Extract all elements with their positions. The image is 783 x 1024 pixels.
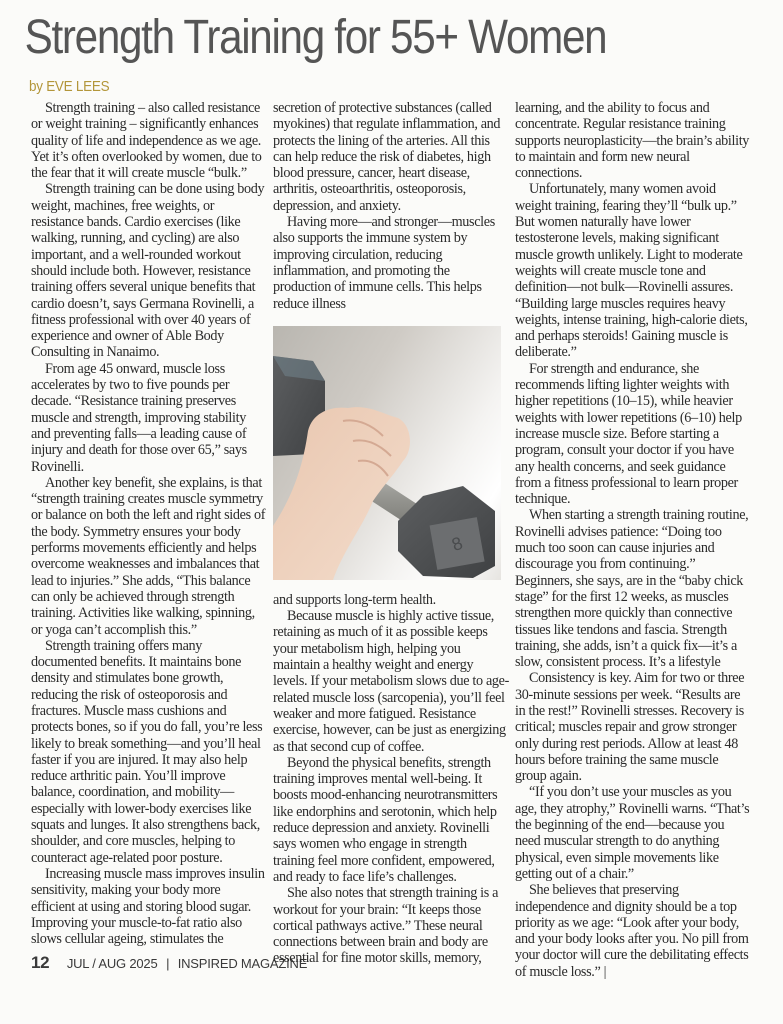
dumbbell-photo xyxy=(273,326,501,580)
paragraph: Strength training can be done using body weight, machines, free weights, or resistance bands. Cardio exercises (like walking, running, and cycling) are also important, and a well-rounded workout should include both. However, resistance training offers several unique benefits that cardio doesn’t, says Germana Rovinelli, a fitness professional with over 40 years of experience and owner of Able Body Consulting in Nanaimo. xyxy=(31,181,265,361)
paragraph: secretion of protective substances (called myokines) that regulate inflammation, and protects the lining of the arteries. All this can help reduce the risk of diabetes, high blood pressure, cancer, heart disease, arthritis, osteoarthritis, osteoporosis, depression, and anxiety. xyxy=(273,100,501,214)
footer-separator: | xyxy=(166,956,170,972)
paragraph: Strength training offers many documented benefits. It maintains bone density and stimulates bone growth, reducing the risk of osteoporosis and fractures. Muscle mass cushions and protects bones, so if you do fall, you’re less likely to break something—and you’ll heal faster if you are injured. It may also help reduce arthritic pain. You’ll improve balance, coordination, and mobility—especially with lower-body exercises like squats and lunges. It also strengthens back, shoulder, and core muscles, helping to counteract age-related poor posture. xyxy=(31,637,263,866)
column-1 xyxy=(31,100,308,974)
paragraph: When starting a strength training routine, Rovinelli advises patience: “Doing too much too soon can cause injuries and discourage you from continuing.” Beginners, she says, are in the “baby chick stage” for the first 12 weeks, as muscles strengthen more quickly than connective tissues like tendons and fascia. Strength training, she adds, isn’t a quick fix—it’s a slow, consistent process. It’s a lifestyle xyxy=(515,507,749,671)
paragraph: Having more—and stronger—muscles also supports the immune system by improving circulation, reducing inflammation, and promoting the production of immune cells. This helps reduce illness xyxy=(273,214,495,312)
paragraph: “If you don’t use your muscles as you age, they atrophy,” Rovinelli warns. “That’s the beginning of the end—because you need muscular strength to do anything physical, even simple movements like getting out of a chair.” xyxy=(515,784,750,882)
paragraph: From age 45 onward, muscle loss accelerates by two to five pounds per decade. “Resistance training preserves muscle and strength, improving stability and preventing falls—a leading cause of injury and death for those over 65,” says Rovinelli. xyxy=(31,360,247,475)
hand-holding-dumbbell-illustration xyxy=(273,326,501,580)
issue-date: JUL / AUG 2025 xyxy=(66,956,158,972)
paragraph: Because muscle is highly active tissue, retaining as much of it as possible keeps your metabolism high, helping you maintain a healthy weight and energy levels. If your metabolism slows due to age-related muscle loss (sarcopenia), you’ll feel weaker and more fatigued. Resistance exercise, however, can be just as energizing as that second cup of coffee. xyxy=(273,608,509,755)
article-body xyxy=(0,98,783,980)
paragraph: learning, and the ability to focus and concentrate. Regular resistance training supports neuroplasticity—the brain’s ability to maintain and form new neural connections. xyxy=(515,100,750,182)
paragraph: Beyond the physical benefits, strength training improves mental well-being. It boosts mood-enhancing neurotransmitters like endorphins and serotonin, which help reduce depression and anxiety. Rovinelli says women who engage in strength training feel more confident, empowered, and ready to face life’s challenges. xyxy=(273,754,498,885)
article-title: Strength Training for 55+ Women xyxy=(24,11,607,64)
dumbbell-weight-label: 8 xyxy=(449,532,465,555)
byline: by EVE LEES xyxy=(29,78,110,95)
page-number: 12 xyxy=(31,953,50,973)
column-2 xyxy=(273,100,509,967)
publication-name: INSPIRED MAGAZINE xyxy=(177,956,308,972)
paragraph: Strength training – also called resistance or weight training – significantly enhances quality of life and independence as we age. Yet it’s often overlooked by women, due to the fear that it will create muscle “bulk.” xyxy=(31,100,262,182)
paragraph: and supports long-term health. xyxy=(273,591,436,608)
paragraph: She also notes that strength training is a workout for your brain: “It keeps those cortical pathways active.” These neural connections between brain and body are essential for fine motor skills, memory, xyxy=(273,885,499,967)
paragraph: Another key benefit, she explains, is that “strength training creates muscle symmetry or balance on both the left and right sides of the body. Symmetry ensures your body performs movements efficiently and helps overcome weaknesses and imbalances that lead to injuries.” She adds, “This balance can only be achieved through strength training. Activities like walking, spinning, or yoga can’t accomplish this.” xyxy=(31,474,266,638)
paragraph: Unfortunately, many women avoid weight training, fearing they’ll “bulk up.” But women naturally have lower testosterone levels, making significant muscle growth unlikely. Light to moderate weights will create muscle tone and definition—not bulk—Rovinelli assures. “Building large muscles requires heavy weights, intense training, high-calorie diets, and perhaps steroids! Gaining muscle is deliberate.” xyxy=(515,181,748,361)
paragraph: Consistency is key. Aim for two or three 30-minute sessions per week. “Results are in the rest!” Rovinelli stresses. Recovery is critical; muscles repair and grow stronger only during rest periods. Allow at least 48 hours before training the same muscle group again. xyxy=(515,670,745,785)
paragraph: Increasing muscle mass improves insulin sensitivity, making your body more efficient at using and storing blood sugar. Improving your muscle-to-fat ratio also slows cellular ageing, stimulates the xyxy=(31,865,265,948)
page-footer xyxy=(31,953,308,974)
paragraph: She believes that preserving independence and dignity should be a top priority as we age: “Look after your body, and your body looks after you. No pill from your doctor will cure the debilitating effects of muscle loss.” | xyxy=(515,882,749,980)
paragraph: For strength and endurance, she recommends lifting lighter weights with higher repetitions (10–15), while heavier weights with lower repetitions (6–10) help increase muscle size. Before starting a program, consult your doctor if you have any health concerns, and seek guidance from a fitness professional to learn proper technique. xyxy=(515,360,742,508)
column-3 xyxy=(515,100,751,980)
